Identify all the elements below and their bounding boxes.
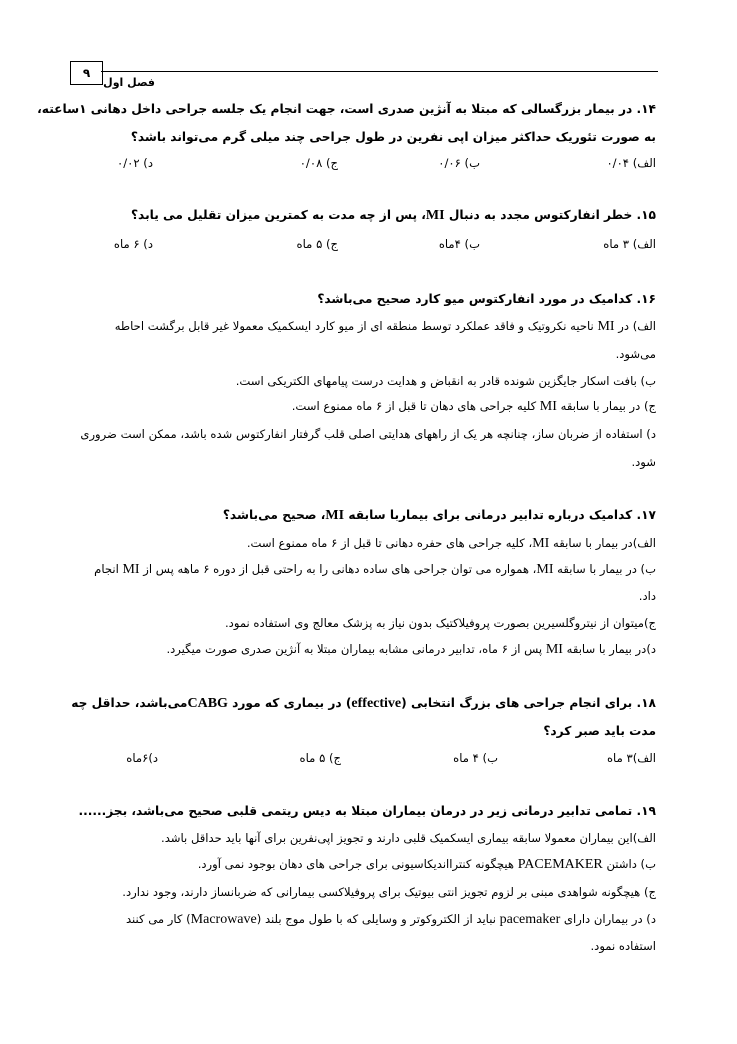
answer-line: می‌شود. (615, 347, 656, 361)
answer-line: د) در بیماران دارای pacemaker نباید از الکتروکوتر و وسایلی که با طول موج بلند (Macrowave) کار می کنند (125, 912, 656, 927)
answer-line: الف)این بیماران معمولا سابقه بیماری ایسکمیک قلبی دارند و تجویز اپی‌نفرین برای آنها باید حداقل باشد. (161, 831, 656, 845)
question-text: ۱۹. تمامی تدابیر درمانی زیر در درمان بیماران مبتلا به دیس ریتمی قلبی صحیح می‌باشد، بجز...... (78, 804, 656, 818)
answer-line: داد. (638, 589, 656, 603)
answer-line: ب) در بیمار با سابقه MI، همواره می توان جراحی های ساده دهانی را به راحتی قبل از دوره ۶ ماهه پس از MI انجام (94, 562, 656, 577)
chapter-title: فصل اول (103, 76, 155, 89)
option-b: ب) ۴ماه (438, 237, 480, 251)
question-text: ۱۴. در بیمار بزرگسالی که مبتلا به آنژین صدری است، جهت انجام یک جلسه جراحی داخل دهانی ۱ساعته، (37, 102, 656, 116)
answer-line: شود. (631, 455, 656, 469)
option-a: الف) ۰/۰۴ (606, 156, 656, 170)
option-c: ج) ۰/۰۸ (299, 156, 338, 170)
answer-line: ج) هیچگونه شواهدی مبنی بر لزوم تجویز انتی بیوتیک برای پروفیلاکسی بیمارانی که ضربانساز دارند، وجود ندارد. (122, 885, 656, 899)
answer-line: الف)در بیمار با سابقه MI، کلیه جراحی های حفره دهانی تا قبل از ۶ ماه ممنوع است. (246, 536, 656, 551)
answer-line: الف) در MI ناحیه نکروتیک و فاقد عملکرد توسط منطقه ای از میو کارد ایسکمیک معمولا غیر قابل برگشت احاطه (114, 319, 656, 334)
option-c: ج) ۵ ماه (299, 751, 341, 765)
answer-line: ب) داشتن PACEMAKER هیچگونه کنترااندیکاسیونی برای جراحی های دهان بوجود نمی آورد. (197, 857, 656, 872)
option-d: د) ۰/۰۲ (117, 156, 153, 170)
page-number: ۹ (82, 66, 91, 80)
header-rule (101, 71, 658, 72)
option-b: ب) ۴ ماه (453, 751, 498, 765)
answer-line: ج)میتوان از نیتروگلسیرین بصورت پروفیلاکتیک بدون نیاز به پزشک معالج وی استفاده نمود. (224, 616, 656, 630)
options-row (76, 237, 656, 255)
answer-line: ب) بافت اسکار جایگزین شونده قادر به انقباض و هدایت درست پیامهای الکتریکی است. (235, 374, 656, 388)
question-text: ۱۵. خطر انفارکتوس مجدد به دنبال MI، پس از چه مدت به کمترین میزان تقلیل می یابد؟ (130, 208, 656, 223)
option-d: د) ۶ ماه (113, 237, 153, 251)
page-number-box (70, 61, 103, 85)
question-text: ۱۷. کدامیک درباره تدابیر درمانی برای بیماربا سابقه MI، صحیح می‌باشد؟ (222, 508, 656, 523)
question-text: ۱۸. برای انجام جراحی های بزرگ انتخابی (effective) در بیماری که مورد CABGمی‌باشد، حداقل چه (71, 696, 656, 711)
options-row (76, 156, 656, 174)
option-c: ج) ۵ ماه (296, 237, 338, 251)
option-a: الف) ۳ ماه (603, 237, 656, 251)
option-a: الف)۳ ماه (606, 751, 656, 765)
option-b: ب) ۰/۰۶ (438, 156, 480, 170)
question-text: مدت باید صبر کرد؟ (543, 724, 656, 738)
option-d: د)۶ماه (126, 751, 158, 765)
question-text: به صورت تئوریک حداکثر میزان اپی نفرین در طول جراحی چند میلی گرم می‌تواند باشد؟ (130, 130, 656, 144)
answer-line: استفاده نمود. (590, 939, 656, 953)
answer-line: د)در بیمار با سابقه MI پس از ۶ ماه، تدابیر درمانی مشابه بیماران مبتلا به آنژین صدری صورت میگیرد. (166, 642, 656, 657)
question-text: ۱۶. کدامیک در مورد انفارکتوس میو کارد صحیح می‌باشد؟ (317, 292, 656, 306)
answer-line: د) استفاده از ضربان ساز، چنانچه هر یک از راههای هدایتی اصلی قلب گرفتار انفارکتوس شده باشد، ممکن است ضروری (80, 427, 656, 441)
answer-line: ج) در بیمار با سابقه MI کلیه جراحی های دهان تا قبل از ۶ ماه ممنوع است. (291, 399, 656, 414)
options-row (76, 751, 656, 769)
